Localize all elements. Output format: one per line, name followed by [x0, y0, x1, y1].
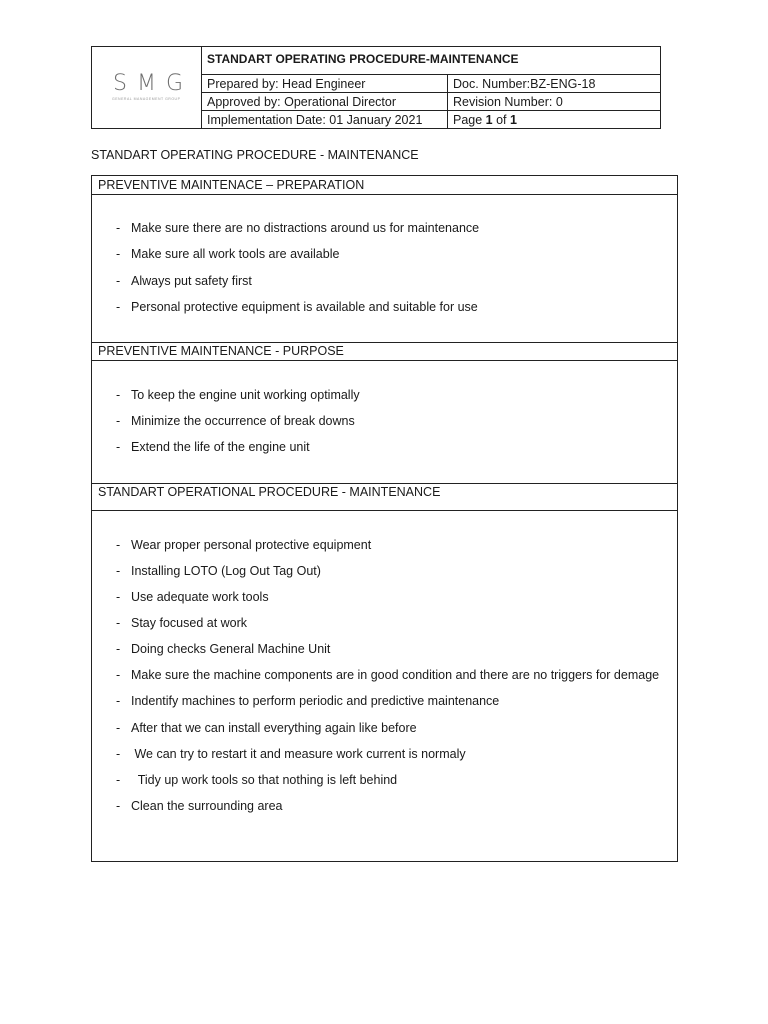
company-logo [92, 47, 201, 128]
list-item: - Make sure all work tools are available [116, 247, 340, 261]
page-number: Page 1 of 1 [453, 113, 517, 127]
list-item: - Extend the life of the engine unit [116, 440, 310, 454]
list-item: - Use adequate work tools [116, 590, 269, 604]
procedure-table [91, 175, 678, 862]
procedure-title: STANDART OPERATING PROCEDURE-MAINTENANCE [207, 52, 519, 66]
section-title-purpose: PREVENTIVE MAINTENANCE - PURPOSE [98, 344, 344, 358]
logo-subtext: GENERAL MANAGEMENT GROUP [112, 97, 181, 101]
list-item: - Make sure there are no distractions around us for maintenance [116, 221, 480, 235]
list-item: - Personal protective equipment is available and suitable for use [116, 300, 478, 314]
implementation-date: Implementation Date: 01 January 2021 [207, 113, 423, 127]
revision-number: Revision Number: 0 [453, 95, 563, 109]
list-item: - We can try to restart it and measure work current is normaly [116, 747, 466, 761]
list-item: - Wear proper personal protective equipment [116, 538, 372, 552]
logo-text: SMG [113, 71, 193, 96]
list-item: - Tidy up work tools so that nothing is left behind [116, 773, 398, 787]
header-table [91, 46, 661, 129]
section-title-operational-procedure: STANDART OPERATIONAL PROCEDURE - MAINTENANCE [98, 485, 441, 499]
section-title-preparation: PREVENTIVE MAINTENACE – PREPARATION [98, 178, 365, 192]
list-item: - Minimize the occurrence of break downs [116, 414, 355, 428]
list-item: - Clean the surrounding area [116, 799, 283, 813]
document-heading: STANDART OPERATING PROCEDURE - MAINTENANCE [91, 148, 419, 162]
list-item: - To keep the engine unit working optimally [116, 388, 360, 402]
list-item: - After that we can install everything again like before [116, 721, 417, 735]
list-item: - Doing checks General Machine Unit [116, 642, 331, 656]
list-item: - Indentify machines to perform periodic and predictive maintenance [116, 694, 500, 708]
list-item: - Make sure the machine components are in good condition and there are no triggers for demage [116, 668, 660, 682]
list-item: - Installing LOTO (Log Out Tag Out) [116, 564, 321, 578]
prepared-by: Prepared by: Head Engineer [207, 77, 366, 91]
approved-by: Approved by: Operational Director [207, 95, 396, 109]
list-item: - Stay focused at work [116, 616, 248, 630]
list-item: - Always put safety first [116, 274, 252, 288]
doc-number: Doc. Number:BZ-ENG-18 [453, 77, 596, 91]
